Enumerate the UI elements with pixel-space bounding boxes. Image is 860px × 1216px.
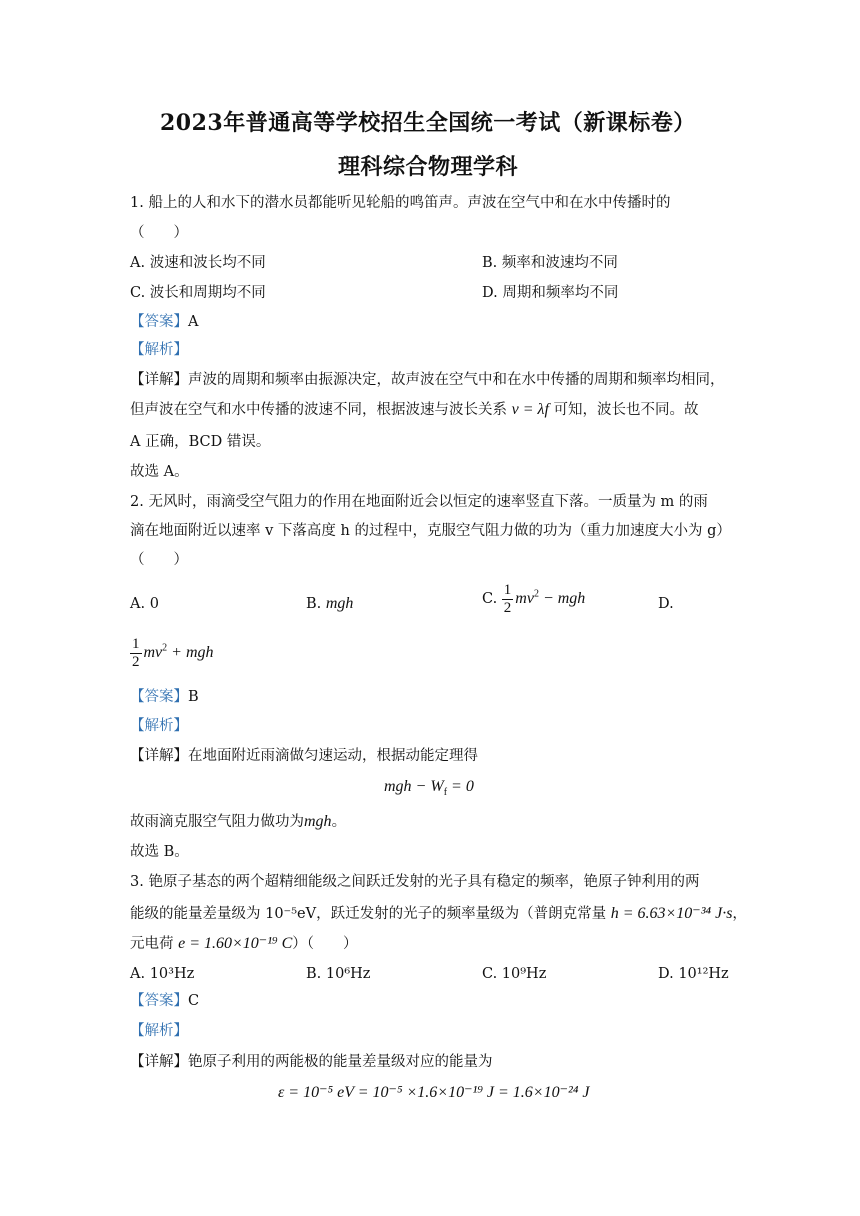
q3-stem-line1: 3. 铯原子基态的两个超精细能级之间跃迁发射的光子具有稳定的频率，铯原子钟利用的两 (130, 874, 700, 890)
answer-value: C (188, 993, 200, 1009)
q1-stem-line2: （ ） (130, 225, 188, 241)
equation-main: mgh − W (384, 778, 444, 795)
fraction-one-half (502, 582, 514, 617)
stem-text: ）（ ） (292, 936, 358, 952)
detail-text: 在地面附近雨滴做匀速运动，根据动能定理得 (188, 748, 478, 764)
frac-num: 1 (132, 636, 140, 652)
q3-answer (130, 991, 199, 1011)
answer-label: 【答案】 (130, 314, 188, 330)
wave-formula: v = λf (511, 401, 549, 418)
option-math: mgh (325, 595, 354, 612)
fraction-one-half (130, 636, 142, 671)
q2-stem-line3: （ ） (130, 552, 188, 568)
energy-equation: ε = 10⁻⁵ eV = 10⁻⁵ ×1.6×10⁻¹⁹ J = 1.6×10⁻²⁴ J (278, 1084, 590, 1101)
option-letter: C. (482, 591, 498, 608)
q3-energy-equation (278, 1082, 590, 1102)
detail-text: 但声波在空气和水中传播的波速不同，根据波速与波长关系 (130, 402, 507, 418)
q2-option-c: C. $\frac{1}{2}$ $mv^2$ − mgh (482, 582, 586, 616)
elementary-charge: e = 1.60×10⁻¹⁹ C (178, 935, 293, 952)
q3-option-a: A. 10³Hz (130, 966, 195, 982)
q3-option-d: D. 10¹²Hz (658, 966, 729, 982)
conclusion-text: 。 (331, 814, 347, 830)
equation-tail: = 0 (447, 778, 474, 795)
detail-label: 【详解】 (130, 748, 188, 764)
stem-text: 元电荷 (130, 936, 174, 952)
q3-option-c: C. 10⁹Hz (482, 966, 547, 982)
option-math: + mgh (171, 644, 214, 662)
conclusion-math: mgh (304, 813, 332, 830)
q2-detail-line1 (130, 746, 478, 766)
detail-text: 声波的周期和频率由振源决定，故声波在空气中和在水中传播的周期和频率均相同， (188, 372, 725, 388)
q1-option-d: D. 周期和频率均不同 (482, 285, 619, 301)
detail-text: 铯原子利用的两能极的能量差量级对应的能量为 (188, 1054, 493, 1070)
answer-value: A (188, 314, 199, 330)
detail-label: 【详解】 (130, 1054, 188, 1070)
q1-stem-line1: 1. 船上的人和水下的潜水员都能听见轮船的鸣笛声。声波在空气中和在水中传播时的 (130, 195, 671, 211)
equation-sub: f (443, 787, 448, 799)
q2-stem-line2: 滴在地面附近以速率 v 下落高度 h 的过程中，克服空气阻力做的功为（重力加速度大小为 g） (130, 523, 731, 539)
option-letter: B. (306, 596, 322, 612)
frac-den: 2 (503, 600, 512, 616)
q2-equation (384, 776, 474, 799)
q3-analysis-label: 【解析】 (130, 1023, 188, 1039)
frac-num: 1 (503, 582, 512, 598)
q2-option-d: D. (658, 596, 674, 612)
q2-answer (130, 687, 199, 707)
detail-label: 【详解】 (130, 372, 188, 388)
option-math: − mgh (542, 590, 586, 608)
q1-option-a: A. 波速和波长均不同 (130, 255, 266, 271)
q3-option-b: B. 10⁶Hz (306, 966, 371, 982)
q3-stem-line3 (130, 934, 358, 954)
answer-label: 【答案】 (130, 689, 188, 705)
q2-option-a: A. 0 (130, 596, 159, 612)
q2-option-b (306, 594, 353, 614)
q1-option-b: B. 频率和波速均不同 (482, 255, 618, 271)
answer-label: 【答案】 (130, 993, 188, 1009)
q1-analysis-label: 【解析】 (130, 342, 188, 358)
q1-answer (130, 312, 198, 332)
q2-conclusion (130, 812, 346, 832)
frac-den: 2 (132, 654, 140, 670)
conclusion-text: 故雨滴克服空气阻力做功为 (130, 814, 304, 830)
stem-text: 能级的能量差量级为 10⁻⁵eV，跃迁发射的光子的频率量级为（普朗克常量 (130, 906, 607, 922)
q1-option-c: C. 波长和周期均不同 (130, 285, 266, 301)
q1-choice: 故选 A。 (130, 464, 189, 480)
q1-detail-line3: A 正确，BCD 错误。 (130, 434, 271, 450)
q3-stem-line2: 能级的能量差量级为 10⁻⁵eV，跃迁发射的光子的频率量级为（普朗克常量 h = 6.63×10⁻³⁴ J·s， (130, 905, 747, 922)
q2-stem-line1: 2. 无风时，雨滴受空气阻力的作用在地面附近会以恒定的速率竖直下落。一质量为 m 的雨 (130, 494, 708, 510)
detail-text: 可知，波长也不同。故 (553, 402, 699, 418)
q1-detail-line1 (130, 370, 725, 390)
q2-option-d-body: $\frac{1}{2}$ $mv^2$ + mgh (132, 636, 214, 670)
q1-detail-line2 (130, 400, 699, 420)
q3-detail-line1 (130, 1052, 493, 1072)
planck-constant: h = 6.63×10⁻³⁴ J·s (610, 905, 733, 922)
page-title: 2023年普通高等学校招生全国统一考试（新课标卷） (160, 110, 696, 136)
page-subtitle: 理科综合物理学科 (338, 154, 519, 180)
q2-analysis-label: 【解析】 (130, 718, 188, 734)
answer-value: B (188, 689, 199, 705)
q2-choice: 故选 B。 (130, 844, 189, 860)
